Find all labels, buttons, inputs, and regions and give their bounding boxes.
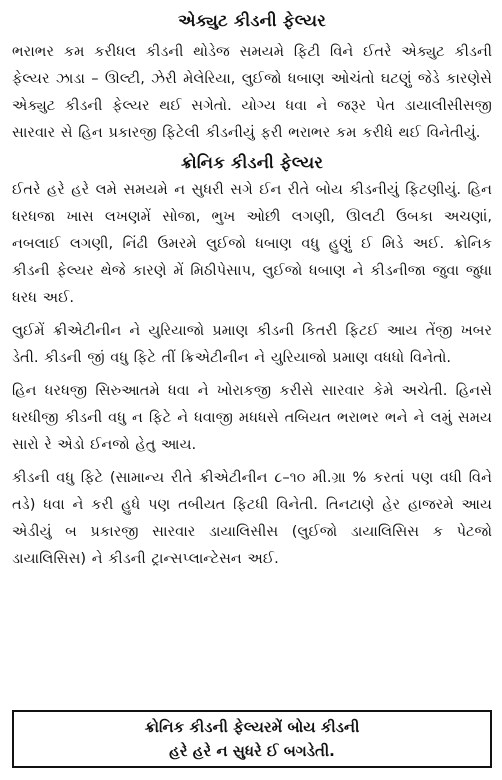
chronic-kidney-failure-section xyxy=(12,150,492,572)
paragraph-chronic-2: લુઈમેં ક્રીએટીનીન ને યુરિયાજો પ્રમાણ કીડની કિતરી ફિટઈ આય તેંજી ખબર ડેતી. કીડની જીં વધુ ફિટે તીં ક્રિએટીનીન ને યુરિયાજો પ્રમાણ વધધો વિનેતો. xyxy=(12,322,492,366)
callout-line-1: ક્રોનિક કીડની ફેલ્યરમેં બોય કીડની xyxy=(144,718,360,736)
paragraph-acute: ભરાભર કમ કરીધલ કીડની થોડેજ સમયમે ફિટી વિને ઈતરે એક્યુટ કીડની ફેલ્યર ઝાડા – ઊલ્ટી, ઝેરી મેલેરિયા, લુઈજો ધબાણ ઓચંતો ઘટણું જેડે કારણેસે એક્યુટ કીડની ફેલ્યર થઈ સગેતો. યોગ્ય ધવા ને જરૂર પેત ડાયાલીસીસજી સારવાર સે હિન પ્રકારજી ફિટેલી કીડનીયું ફરી ભરાભર કમ કરીધે થઈ વિનેતીયું. xyxy=(12,43,492,141)
acute-kidney-failure-section xyxy=(12,8,492,146)
section-title-acute: એક્યુટ કીડની ફેલ્યર xyxy=(178,11,326,30)
paragraph-chronic-1: ઈતરે હરે હરે લમે સમયમે ન સુધરી સગે ઈન રીતે બોય કીડનીયું ફિટણીયું. હિન ધરધજા ખાસ લખણમેં સોજા, ભુખ ઓછી લગણી, ઊલટી ઉબકા અચણાં, નબલાઈ લગણી, નિંઢી ઉમરમે લુઈજો ધબાણ વધુ હુણું ઈ મિડે અઈ. ક્રોનિક કીડની ફેલ્યર થેજે કારણે મેં મિઠીપેસાપ, લુઈજો ધબાણ ને કીડનીજા જુવા જુધા ધરધ અઈ. xyxy=(12,181,492,306)
callout-line-2: હરે હરે ન સુધરે ઈ બગડેતી. xyxy=(169,742,335,760)
key-point-callout-box xyxy=(12,710,492,768)
paragraph-chronic-3: હિન ધરધજી સિરુઆતમે ધવા ને ખોરાકજી કરીસે સારવાર કેમે અચેતી. હિનસે ધરધીજી કીડની વધુ ન ફિટે ને ધવાજી મધધસે તબિયત ભરાભર ભને ને લમું સમય સારો રે એડો ઈનજો હેતુ આય. xyxy=(12,382,492,453)
paragraph-chronic-4: કીડની વધુ ફિટે (સામાન્ય રીતે ક્રીએટીનીન ૮–૧૦ મી.ગ્રા % કરતાં પણ વધી વિને તડે) ધવા ને કરી હુધે પણ તબીયત ફિટધી વિનેતી. તિનટાણે હેર હાજરમે આય એડીયું બ પ્રકારજી સારવાર ડાયાલિસીસ (લુઈજો ડાયાલિસિસ ક પેટજો ડાયાલિસિસ) ને કીડની ટ્રાન્સપ્લાન્ટેસન અઈ. xyxy=(12,469,492,567)
section-title-chronic: ક્રોનિક કીડની ફેલ્યર xyxy=(180,153,324,172)
